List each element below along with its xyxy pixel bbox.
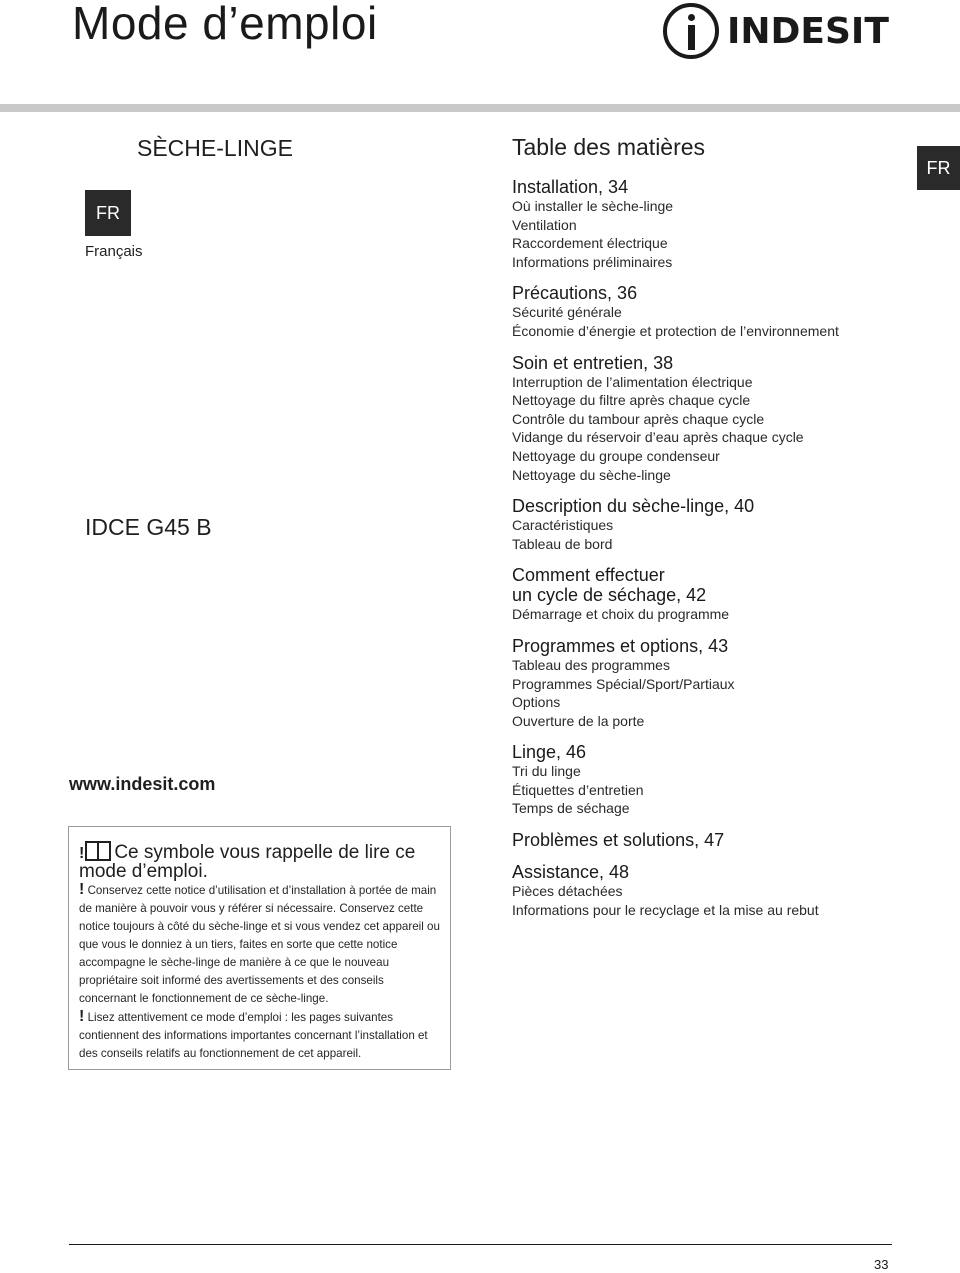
toc-heading[interactable]: Problèmes et solutions, 47 xyxy=(512,830,725,851)
toc-item[interactable]: Ventilation xyxy=(512,216,577,233)
toc-item[interactable]: Vidange du réservoir d’eau après chaque cycle xyxy=(512,429,804,446)
toc-item[interactable]: Tableau de bord xyxy=(512,535,613,552)
toc-item[interactable]: Démarrage et choix du programme xyxy=(512,606,730,623)
toc-heading[interactable]: Précautions, 36 xyxy=(512,283,638,304)
notice-headline xyxy=(79,841,440,881)
toc-item[interactable]: Raccordement électrique xyxy=(512,235,668,252)
toc-heading[interactable]: Linge, 46 xyxy=(512,742,587,763)
notice-paragraph xyxy=(79,1008,440,1063)
toc-item[interactable]: Étiquettes d’entretien xyxy=(512,781,644,798)
brand-logo-text: INDESIT xyxy=(727,10,889,52)
toc-item[interactable]: Informations pour le recyclage et la mise au rebut xyxy=(512,901,819,918)
footer-divider xyxy=(69,1244,892,1245)
toc-heading[interactable]: Soin et entretien, 38 xyxy=(512,352,674,373)
toc-heading[interactable]: Comment effectuer un cycle de séchage, 42 xyxy=(512,565,707,606)
toc-section xyxy=(512,353,912,485)
manual-book-icon xyxy=(85,841,111,861)
toc-item[interactable]: Informations préliminaires xyxy=(512,253,673,270)
toc-section xyxy=(512,862,912,919)
toc-item[interactable]: Pièces détachées xyxy=(512,883,623,900)
notice-paragraph-text: Lisez attentivement ce mode d’emploi : les pages suivantes contiennent des informations importantes concernant l’installation et des conseils relatifs au fonctionnement de cet appareil. xyxy=(79,1011,428,1060)
toc-section xyxy=(512,830,912,850)
toc-section xyxy=(512,742,912,818)
toc-item[interactable]: Nettoyage du filtre après chaque cycle xyxy=(512,392,751,409)
toc-section xyxy=(512,636,912,730)
toc-item[interactable]: Contrôle du tambour après chaque cycle xyxy=(512,410,765,427)
page-header xyxy=(0,0,960,112)
brand-logo-icon xyxy=(663,3,719,59)
page-number: 33 xyxy=(874,1257,889,1272)
warning-mark: ! xyxy=(79,1008,85,1025)
toc-item[interactable]: Temps de séchage xyxy=(512,800,630,817)
toc-item[interactable]: Interruption de l’alimentation électrique xyxy=(512,373,753,390)
toc-item[interactable]: Nettoyage du sèche-linge xyxy=(512,466,671,483)
language-tab: FR xyxy=(917,146,960,190)
notice-headline-text: Ce symbole vous rappelle de lire ce xyxy=(114,842,416,863)
notice-box xyxy=(68,826,451,1070)
toc-item[interactable]: Tableau des programmes xyxy=(512,656,670,673)
table-of-contents xyxy=(512,177,912,931)
toc-heading[interactable]: Programmes et options, 43 xyxy=(512,635,729,656)
toc-title: Table des matières xyxy=(512,134,706,160)
warning-mark: ! xyxy=(79,881,85,898)
toc-item[interactable]: Caractéristiques xyxy=(512,517,614,534)
language-badge: FR xyxy=(85,190,131,236)
toc-item[interactable]: Ouverture de la porte xyxy=(512,712,645,729)
website-link[interactable]: www.indesit.com xyxy=(69,774,216,794)
toc-item[interactable]: Où installer le sèche-linge xyxy=(512,198,674,214)
toc-section xyxy=(512,565,912,624)
toc-item[interactable]: Économie d’énergie et protection de l’environnement xyxy=(512,322,839,339)
notice-paragraph-text: Conservez cette notice d’utilisation et d’installation à portée de main de manière à pouvoir vous y référer si nécessaire. Conservez cette notice toujours à côté du sèche-linge et si vous vendez cet appareil ou que vous le donniez à un tiers, faites en sorte que cette notice accompagne le sèche-linge de manière à ce que le nouveau propriétaire soit informé des avertissements et des conseils concernant le fonctionnement de ce sèche-linge. xyxy=(79,884,440,1005)
language-label: Français xyxy=(85,243,143,260)
warning-mark: ! xyxy=(79,845,85,862)
toc-heading[interactable]: Assistance, 48 xyxy=(512,862,630,883)
toc-section xyxy=(512,177,912,271)
toc-item[interactable]: Options xyxy=(512,694,561,711)
toc-item[interactable]: Tri du linge xyxy=(512,763,581,780)
model-number: IDCE G45 B xyxy=(85,514,212,540)
brand-logo xyxy=(663,2,893,60)
toc-item[interactable]: Programmes Spécial/Sport/Partiaux xyxy=(512,675,735,692)
product-title: SÈCHE-LINGE xyxy=(137,135,293,161)
header-divider xyxy=(0,104,960,112)
toc-heading[interactable]: Installation, 34 xyxy=(512,177,629,197)
notice-headline-text-2: mode d’emploi. xyxy=(79,861,208,882)
toc-item[interactable]: Nettoyage du groupe condenseur xyxy=(512,447,720,464)
page-title: Mode d’emploi xyxy=(72,0,378,49)
notice-paragraph xyxy=(79,881,440,1008)
toc-section xyxy=(512,283,912,340)
toc-item[interactable]: Sécurité générale xyxy=(512,304,622,321)
toc-heading[interactable]: Description du sèche-linge, 40 xyxy=(512,496,755,517)
toc-section xyxy=(512,496,912,553)
